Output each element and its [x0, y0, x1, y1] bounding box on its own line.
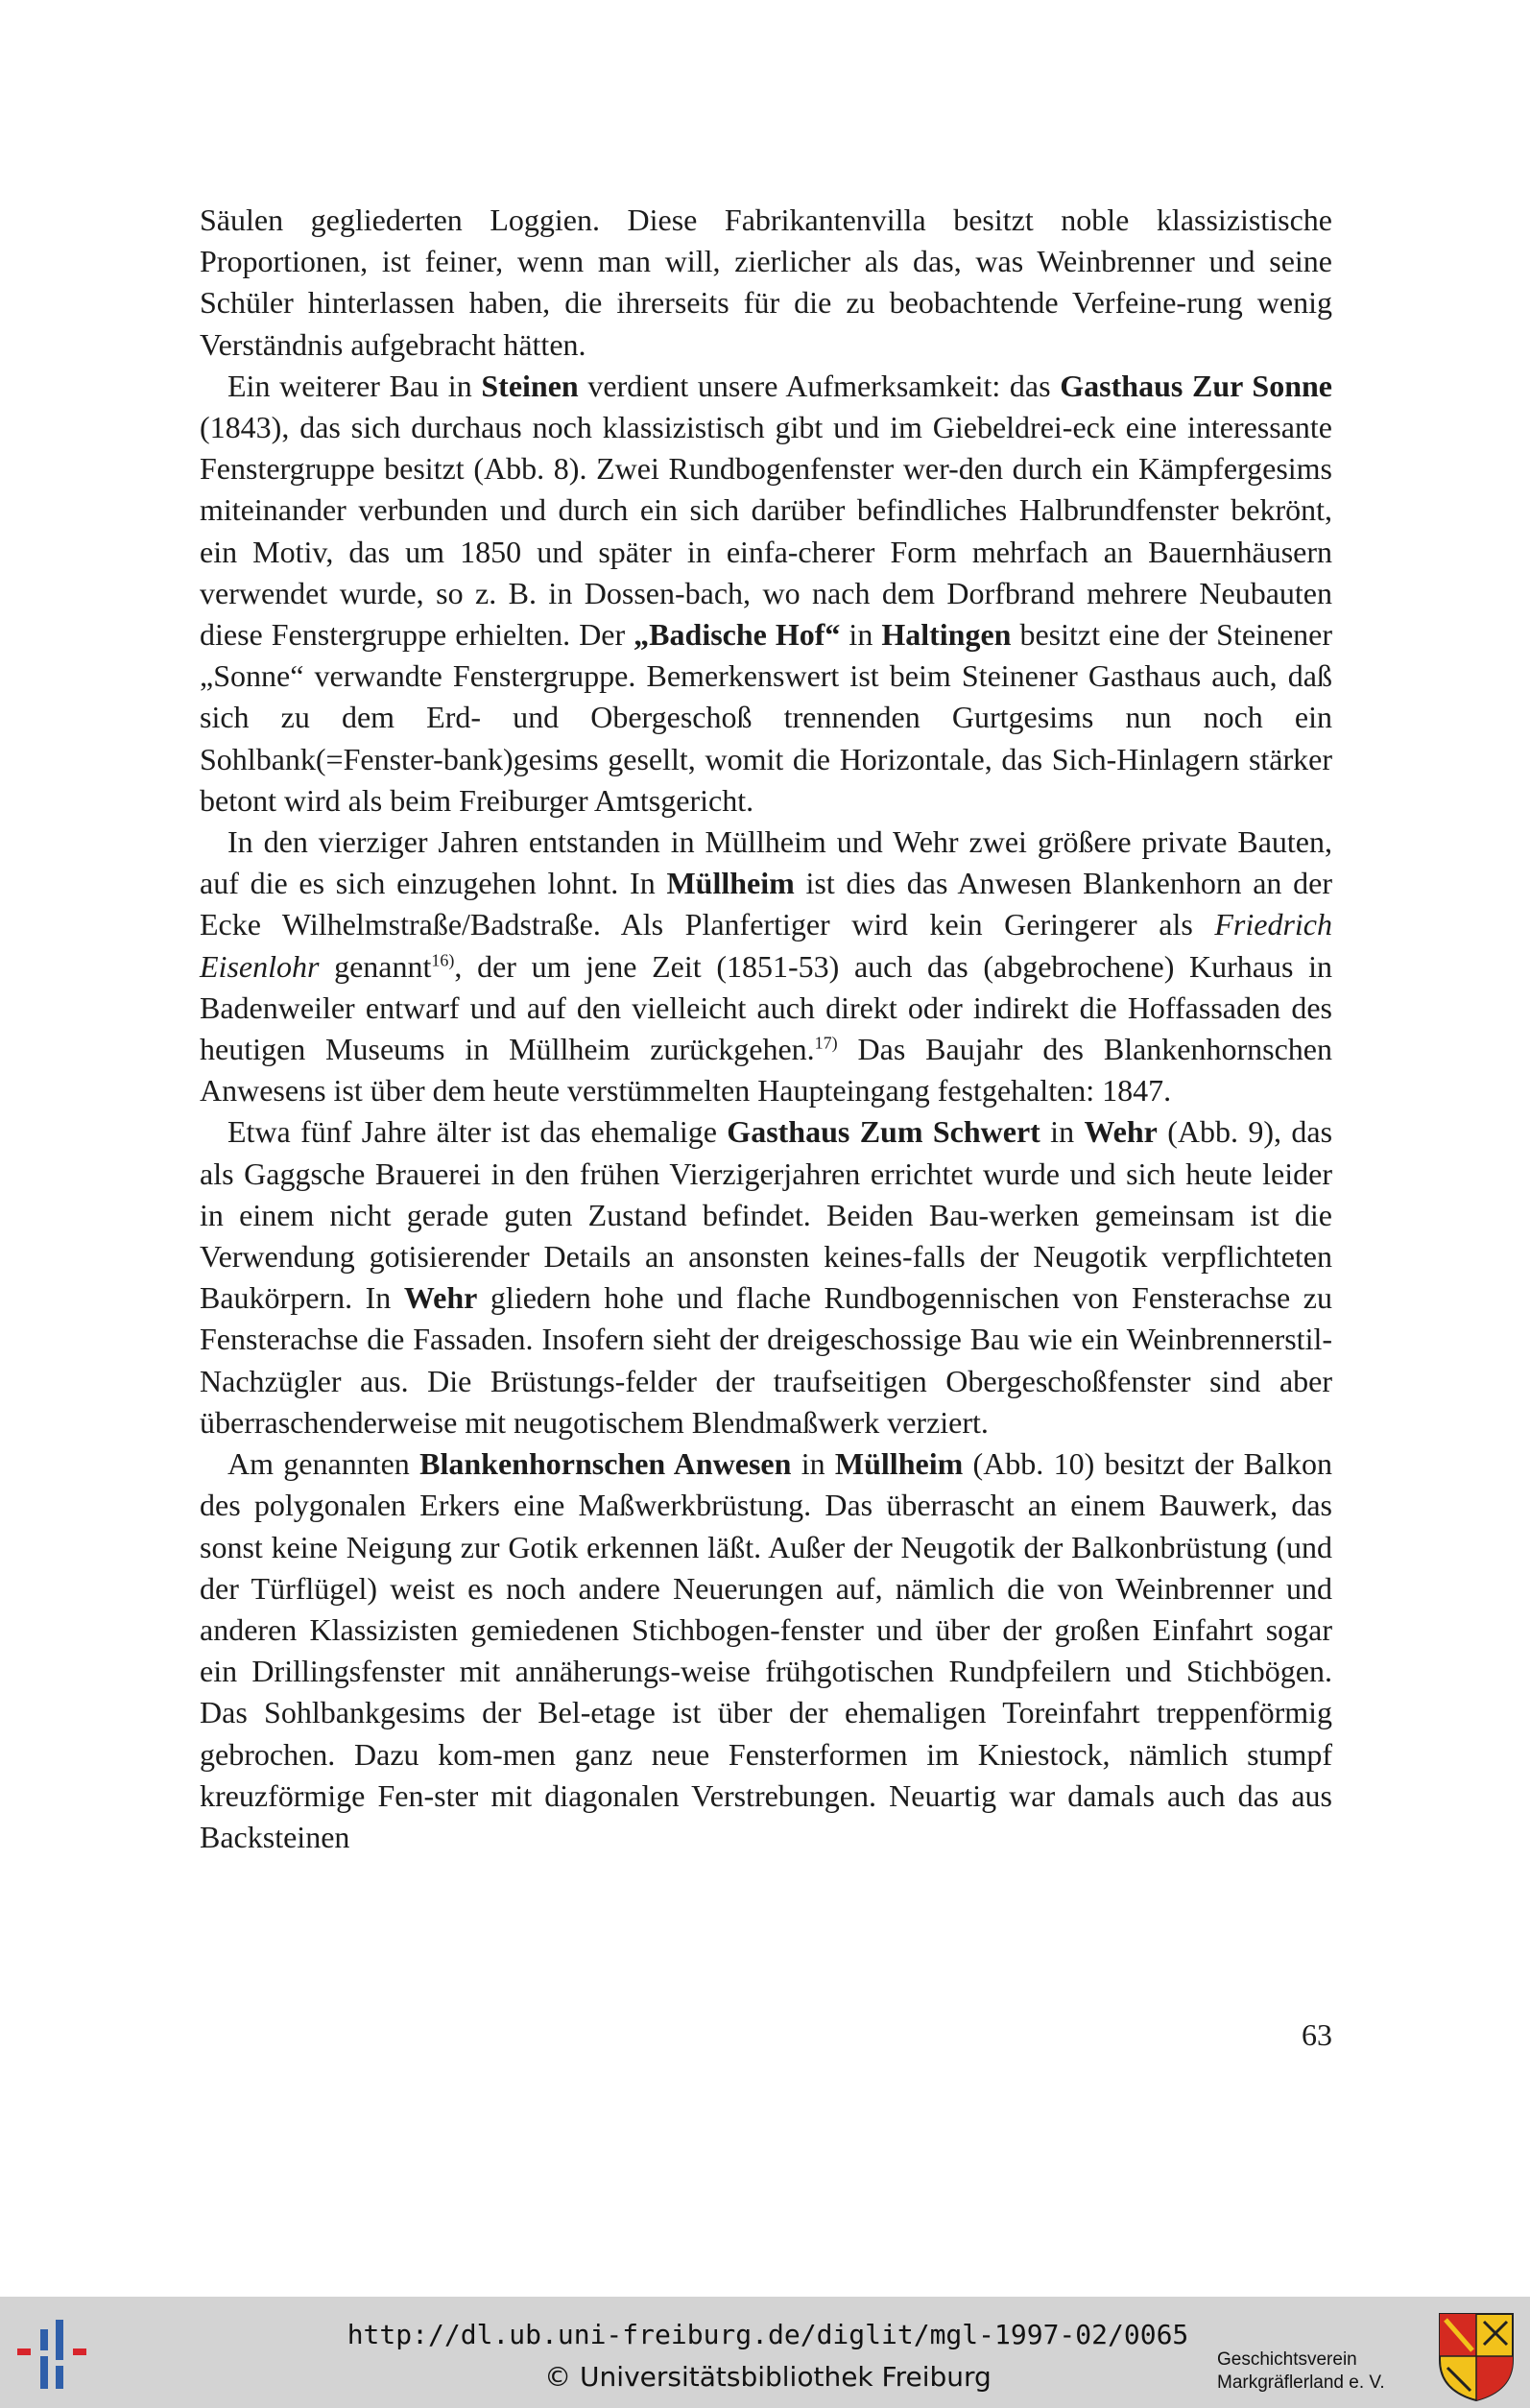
- text-run: , der um jene Zeit (1851-53) auch das (abgebrochene) Kurhaus in Badenweiler entwarf und auf den vielleicht auch direkt oder indirekt die Hoffassaden des heutigen Museums in Müllheim zurückgehen.: [200, 948, 1333, 1067]
- footnote-marker: 17): [814, 1033, 838, 1053]
- bold-term: Haltingen: [881, 617, 1012, 653]
- body-paragraph: [200, 1443, 1332, 1858]
- bold-term: Blankenhornschen Anwesen: [419, 1446, 792, 1482]
- text-run: gliedern hohe und flache Rundbogennischen von Fensterachse zu Fensterachse die Fassaden. Insofern sieht der dreigeschossige Bau wie ein Weinbrennerstil-Nachzügler aus. Die Brüstungs-felder der traufseitigen Obergeschoßfenster sind aber überraschenderweise mit neugotischem Blendmaßwerk verziert.: [200, 1280, 1333, 1440]
- society-name: [1217, 2348, 1428, 2395]
- bold-term: Müllheim: [834, 1446, 964, 1482]
- footer-url-link[interactable]: http://dl.ub.uni-freiburg.de/diglit/mgl-1997-02/0065: [347, 2319, 1189, 2350]
- text-run: genannt: [319, 948, 432, 984]
- text-run: (Abb. 9), das als Gaggsche Brauerei in den frühen Vierzigerjahren errichtet wurde und sich heute leider in einem nicht gerade guten Zustand befindet. Beiden Bau-werken gemeinsam ist die Verwendung gotisierender Details an ansonsten keines-falls der Neugotik verpflichteten Baukörpern. In: [200, 1114, 1333, 1316]
- bold-term: Gasthaus Zur Sonne: [1060, 368, 1333, 403]
- bold-term: Wehr: [1084, 1114, 1158, 1150]
- bold-term: Müllheim: [666, 866, 795, 901]
- coat-of-arms-icon: [1436, 2310, 1517, 2402]
- ub-freiburg-logo-icon: [13, 2316, 100, 2393]
- society-name-line-1: Geschichtsverein: [1217, 2349, 1357, 2370]
- bold-term: Wehr: [403, 1280, 478, 1316]
- footnote-marker: 16): [431, 950, 455, 969]
- text-run: besitzt eine der Steinener „Sonne“ verwandte Fenstergruppe. Bemerkenswert ist beim Steinener Gasthaus auch, daß sich zu dem Erd- und Obergeschoß trennenden Gurtgesims nun noch ein Sohlbank(=Fenster-bank)gesims gesellt, womit die Horizontale, das Sich-Hinlagern stärker betont wird als beim Freiburger Amtsgericht.: [200, 617, 1333, 818]
- society-name-line-2: Markgräflerland e. V.: [1217, 2372, 1385, 2393]
- page-number: 63: [1302, 2017, 1332, 2052]
- footer-bar: [0, 2297, 1530, 2408]
- text-run: Etwa fünf Jahre älter ist das ehemalige: [227, 1114, 728, 1150]
- text-run: in: [1040, 1114, 1085, 1150]
- text-run: verdient unsere Aufmerksamkeit: das: [578, 368, 1061, 403]
- text-run: ist dies das Anwesen Blankenhorn an der Ecke Wilhelmstraße/Badstraße. Als Planfertiger wird kein Geringerer als: [200, 866, 1333, 942]
- text-run: Ein weiterer Bau in: [227, 368, 482, 403]
- bold-term: Gasthaus Zum Schwert: [727, 1114, 1040, 1150]
- italic-name: Friedrich Eisenlohr: [200, 907, 1332, 984]
- text-run: in: [840, 617, 882, 653]
- footer-copyright: © Universitätsbibliothek Freiburg: [544, 2361, 992, 2393]
- bold-term: „Badische Hof“: [634, 617, 841, 653]
- body-paragraph: [200, 1111, 1332, 1443]
- text-run: In den vierziger Jahren entstanden in Müllheim und Wehr zwei größere private Bauten, auf die es sich einzugehen lohnt. In: [200, 824, 1332, 901]
- body-paragraph: [200, 822, 1332, 1111]
- body-paragraph: [200, 366, 1332, 822]
- bold-term: Steinen: [481, 368, 579, 403]
- text-run: in: [791, 1446, 835, 1482]
- text-run: (1843), das sich durchaus noch klassizistisch gibt und im Giebeldrei-eck eine interessante Fenstergruppe besitzt (Abb. 8). Zwei Rundbogenfenster wer-den durch ein Kämpfergesims miteinander verbunden und durch ein sich darüber befindliches Halbrundfenster bekrönt, ein Motiv, das um 1850 und später in einfa-cherer Form mehrfach an Bauernhäusern verwendet wurde, so z. B. in Dossen-bach, wo nach dem Dorfbrand mehrere Neubauten diese Fenstergruppe erhielten. Der: [200, 410, 1332, 653]
- text-run: (Abb. 10) besitzt der Balkon des polygonalen Erkers eine Maßwerkbrüstung. Das überrascht an einem Bauwerk, das sonst keine Neigung zur Gotik erkennen läßt. Außer der Neugotik der Balkonbrüstung (und der Türflügel) weist es noch andere Neuerungen auf, nämlich die von Weinbrenner und anderen Klassizisten gemiedenen Stichbogen-fenster und über der großen Einfahrt sogar ein Drillingsfenster mit annäherungs-weise frühgotischen Rundpfeilern und Stichbögen. Das Sohlbankgesims der Bel-etage ist über der ehemaligen Toreinfahrt treppenförmig gebrochen. Dazu kom-men ganz neue Fensterformen im Kniestock, nämlich stumpf kreuzförmige Fen-ster mit diagonalen Verstrebungen. Neuartig war damals auch das aus Backsteinen: [200, 1446, 1333, 1854]
- page-body: [200, 200, 1332, 1858]
- text-run: Säulen gegliederten Loggien. Diese Fabrikantenvilla besitzt noble klassizistische Proportionen, ist feiner, wenn man will, zierlicher als das, was Weinbrenner und seine Schüler hinterlassen haben, die ihrerseits für die zu beobachtende Verfeine-rung wenig Verständnis aufgebracht hätten.: [200, 203, 1332, 362]
- text-run: Das Baujahr des Blankenhornschen Anwesens ist über dem heute verstümmelten Haupteingang festgehalten: 1847.: [200, 1032, 1332, 1109]
- text-run: Am genannten: [227, 1446, 420, 1482]
- body-paragraph: [200, 200, 1332, 366]
